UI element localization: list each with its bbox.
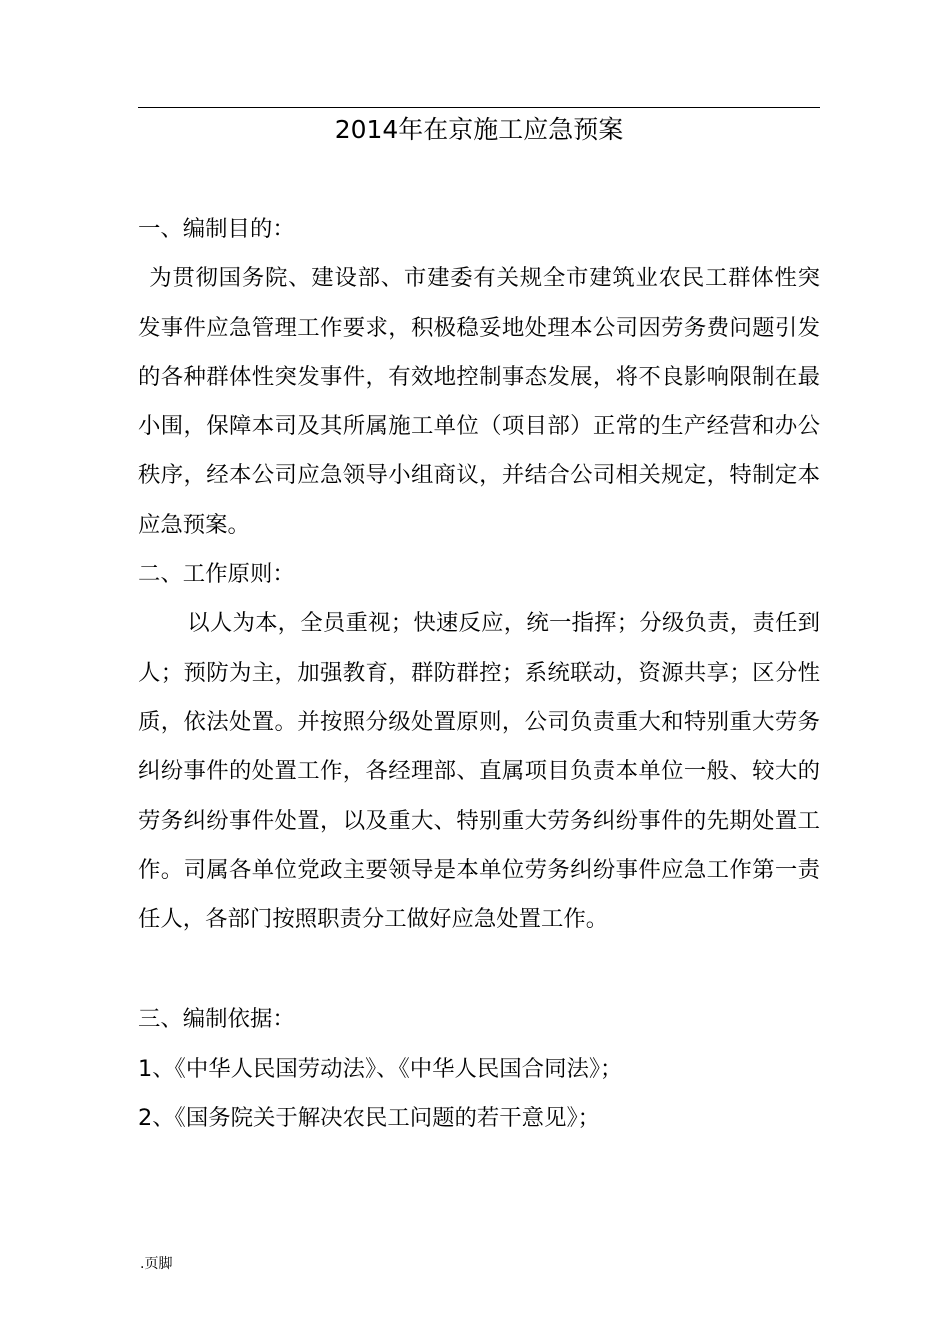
document-body — [138, 205, 820, 1143]
section-3-list-item: 2、《国务院关于解决农民工问题的若干意见》； — [138, 1105, 601, 1132]
section-1-heading: 一、编制目的： — [138, 216, 295, 242]
section-1-paragraph: 为贯彻国务院、建设部、市建委有关规全市建筑业农民工群体性突发事件应急管理工作要求，积极稳妥地处理本公司因劳务费问题引发的各种群体性突发事件，有效地控制事态发展，将不良影响限制在最小围，保障本司及其所属施工单位（项目部）正常的生产经营和办公秩序，经本公司应急领导小组商议，并结合公司相关规定，特制定本应急预案。 — [138, 265, 820, 538]
document-title: 2014年在京施工应急预案 — [334, 115, 624, 144]
header-rule — [138, 107, 820, 108]
section-2-heading: 二、工作原则： — [138, 561, 295, 588]
section-spacer — [138, 944, 820, 995]
section-2-paragraph: 以人为本，全员重视；快速反应，统一指挥；分级负责，责任到人；预防为主，加强教育，群防群控；系统联动，资源共享；区分性质，依法处置。并按照分级处置原则，公司负责重大和特别重大劳务纠纷事件的处置工作，各经理部、直属项目负责本单位一般、较大的劳务纠纷事件处置，以及重大、特别重大劳务纠纷事件的先期处置工作。司属各单位党政主要领导是本单位劳务纠纷事件应急工作第一责任人，各部门按照职责分工做好应急处置工作。 — [138, 610, 820, 933]
section-3-heading: 三、编制依据： — [138, 1006, 295, 1033]
page-footer: .页脚 — [140, 1256, 173, 1272]
section-3-list-item: 1、《中华人民国劳动法》、《中华人民国合同法》； — [138, 1055, 623, 1082]
